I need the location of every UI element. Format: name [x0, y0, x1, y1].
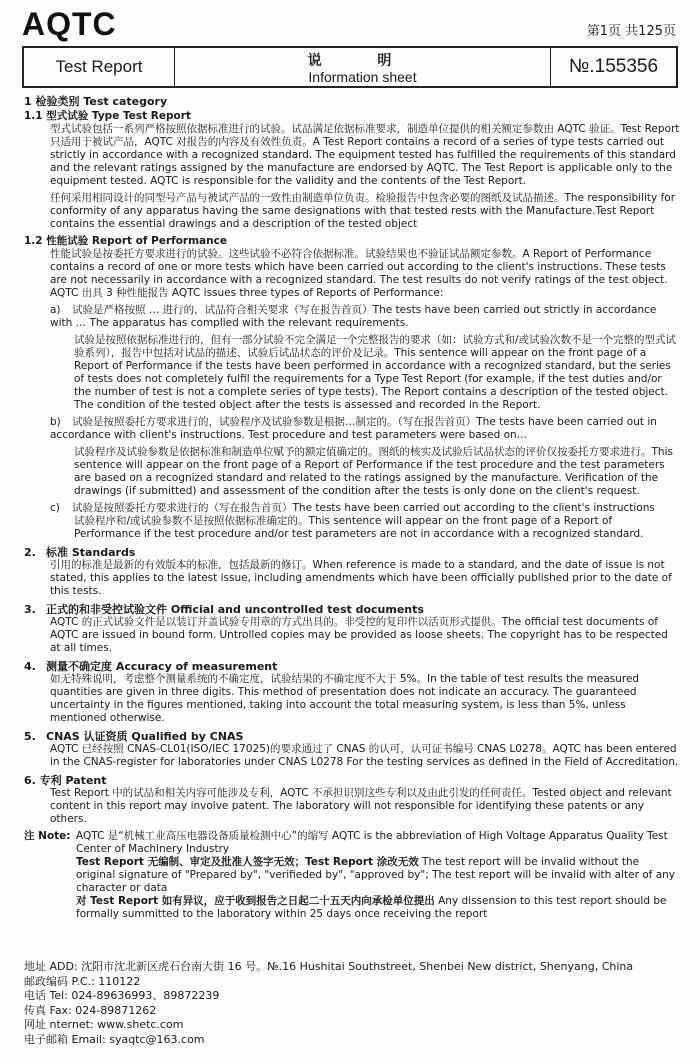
section-3-title: 正式的和非受控试验文件 Official and uncontrolled test documents: [46, 603, 424, 616]
footer-fax: 传真 Fax: 024-89871262: [24, 1003, 157, 1017]
doc-title-en: Information sheet: [308, 69, 417, 85]
note-item-3-bold: 对 Test Report 如有异议，应于收到报告之日起二十五天内向承检单位提出: [76, 895, 435, 907]
aqtc-logo: AQTC: [22, 6, 117, 42]
section-4-body: 如无特殊说明，考虑整个测量系统的不确定度，试验结果的不确定度不大于 5%。In the table of test results the measured quantities are given in three digits. This method of presentation does not indicate an accuracy. The guaranteed uncertainty in the figures mentioned, taking into account the total measuring system, is less than 5%, unless mentioned otherwise.: [50, 673, 640, 724]
item-a-heading: [24, 304, 680, 330]
item-b-body: 试验程序及试验参数是依据标准和制造单位赋予的额定值确定的。图纸的核实及试验后试品状态的评价仅按委托方要求进行。This sentence will appear on the front page of a Report of Performance if the test procedure and the test parameters are based on a recognized standard and related to the ratings assigned by the manufacture. Verification of the drawings (if submitted) and assessment of the condition after the tests is only done on the client's request.: [74, 446, 673, 497]
section-3-heading: [24, 603, 680, 616]
contact-footer: [24, 960, 674, 1047]
section-2-number: 2.: [24, 546, 36, 559]
item-c-label: c): [50, 502, 60, 514]
note-block: [24, 830, 680, 921]
item-c-head-text: 试验是按照委托方要求进行的（写在报告首页）The tests have been carried out according to the client's instructions: [72, 502, 655, 514]
note-items: [76, 830, 680, 921]
section-5-body: AQTC 已经按照 CNAS-CL01(ISO/IEC 17025)的要求通过了 CNAS 的认可，认可证书编号 CNAS L0278。AQTC has been entered in the CNAS-register for laboratories under CNAS L0278 For the testing services as defined in the Field of Accreditation.: [50, 743, 679, 768]
note-item-1: AQTC 是“机械工业高压电器设备质量检测中心”的缩写 AQTC is the abbreviation of High Voltage Apparatus Quality Test Center of Machinery Industry: [76, 830, 668, 855]
section-3-body: AQTC 的正式试验文件是以装订并盖试验专用章的方式出具的。非受控的复印件以活页形式提供。The official test documents of AQTC are issued in bound form. Untrolled copies may be provided as loose sheets. The copyright has to be respected at all times.: [50, 616, 668, 654]
section-1-2-heading: 1.2 性能试验 Report of Performance: [24, 235, 227, 247]
main-content: [24, 90, 680, 938]
section-1-heading: 1 检验类别 Test category: [24, 95, 168, 108]
footer-address: 地址 ADD: 沈阳市沈北新区虎石台南大街 16 号。№.16 Hushitai Southstreet, Shenbei New district, Shenyang, China: [24, 960, 634, 973]
section-1-1-para-2: 任何采用相同设计的同型号产品与被试产品的一致性由制造单位负责。检验报告中包含必要的图纸及试品描述。The responsibility for conformity of any apparatus having the same designations with that tested rests with the Manufacture.Test Report contains the essential drawings and a description of the tested object: [50, 192, 676, 230]
section-5-heading: [24, 730, 680, 743]
note-item-3: [76, 895, 680, 921]
footer-website: 网址 nternet: www.shetc.com: [24, 1018, 184, 1031]
section-3-number: 3.: [24, 603, 36, 616]
section-1-1-para-1: 型式试验包括一系列严格按照依据标准进行的试验。试品满足依据标准要求，制造单位提供的相关额定参数由 AQTC 验证。Test Report 只适用于被试产品，AQTC 对报告的内容及有效性负责。A Test Report contains a record of a series of type tests carried out strictly in accordance with a recognized standard. The equipment tested has fulfilled the requirements of this standard and the relevant ratings assigned by the manufacture are endorsed by AQTC. The Test Report is applicable only to the equipment tested. AQTC is responsible for the validity and the contents of the Test Report.: [50, 123, 680, 187]
section-6-body: Test Report 中的试品和相关内容可能涉及专利，AQTC 不承担识别这些专利以及由此引发的任何责任。Tested object and relevant content in this report may involve patent. The laboratory will not responsible for identifying these patents or any others.: [50, 787, 672, 825]
note-label: 注 Note:: [24, 830, 71, 842]
section-1-2-para-1: 性能试验是按委托方要求进行的试验。这些试验不必符合依据标准。试验结果也不验证试品额定参数。A Report of Performance contains a record of one or more tests which have been carried out according to the client's instructions. These tests are not necessarily in accordance with a recognized standard. The test results do not verify ratings of the test object.: [50, 248, 668, 286]
doc-title-cell: [175, 48, 551, 86]
note-item-2-text: The test report will be invalid without the original signature of "Prepared by", "verifieded by", "approved by"; The test report will be invalid with alter of any character or data: [76, 856, 676, 894]
section-2-title: 标准 Standards: [46, 546, 136, 559]
report-number-cell: №.155356: [568, 56, 659, 77]
item-b-head-text: 试验是按照委托方要求进行的，试验程序及试验参数是根据…制定的。（写在报告首页）The tests have been carried out in accordance with client's instructions. Test procedure and test parameters were based on…: [50, 416, 657, 441]
footer-email: 电子邮箱 Email: syaqtc@163.com: [24, 1032, 205, 1046]
section-5-number: 5.: [24, 730, 36, 743]
section-4-heading: [24, 660, 680, 673]
item-c-body: 试验程序和/或试验参数不是按照依据标准确定的。This sentence will appear on the front page of a Report of Performance if the test procedure and/or test parameters are not in accordance with a recognized standard.: [74, 515, 644, 540]
footer-tel: 电话 Tel: 024-89636993、89872239: [24, 989, 220, 1002]
section-2-body: 引用的标准是最新的有效版本的标准，包括最新的修订。When reference is made to a standard, and the date of issue is not stated, this applies to the latest issue, including amendments which have been officially published prior to the date of this tests.: [50, 559, 672, 597]
note-item-3-text: Any dissension to this test report should be formally summitted to the laboratory within 25 days once receiving the report: [76, 895, 667, 920]
header-table: [22, 46, 678, 88]
doc-title-zh: 说 明: [307, 52, 418, 68]
report-type-cell: Test Report: [24, 48, 175, 86]
section-1-2-para-2: AQTC 出具 3 种性能报告 AQTC issues three types of Reports of Performance:: [50, 287, 444, 299]
page-indicator: 第1页 共125页: [586, 24, 676, 39]
section-4-title: 测量不确定度 Accuracy of measurement: [46, 660, 278, 673]
footer-postcode: 邮政编码 P.C.: 110122: [24, 974, 141, 988]
item-a-label: a): [50, 304, 61, 316]
section-2-heading: [24, 546, 680, 559]
item-a-head-text: 试验是严格按照 … 进行的，试品符合相关要求（写在报告首页）The tests have been carried out strictly in accordance with … The apparatus has complied with the relevant requirements.: [50, 304, 657, 329]
section-4-number: 4.: [24, 660, 36, 673]
section-5-title: CNAS 认证资质 Qualified by CNAS: [46, 730, 244, 743]
item-c-heading: [24, 502, 680, 515]
section-1-1-heading: 1.1 型式试验 Type Test Report: [24, 110, 191, 122]
note-item-2: [76, 856, 680, 895]
item-b-label: b): [50, 416, 61, 428]
section-6-heading: 6. 专利 Patent: [24, 774, 107, 787]
item-a-body: 试验是按照依据标准进行的，但有一部分试验不完全满足一个完整报告的要求（如：试验方式和/或试验次数不是一个完整的型式试验系列），报告中包括对试品的描述、试验后试品状态的评价及记录。This sentence will appear on the front page of a Report of Performance if the tests have been performed in accordance with a recognized standard, but the series of tests does not completely fulfil the requirements for a Type Test Report (for example, if the test duties and/or the number of test is not a complete series of type tests). The Report contains a description of the tested object. The condition of the tested object after the tests is assessed and recorded in the Report.: [74, 334, 677, 411]
note-item-2-bold: Test Report 无编制、审定及批准人签字无效；Test Report 涂改无效: [76, 856, 419, 868]
item-b-heading: [24, 416, 680, 442]
